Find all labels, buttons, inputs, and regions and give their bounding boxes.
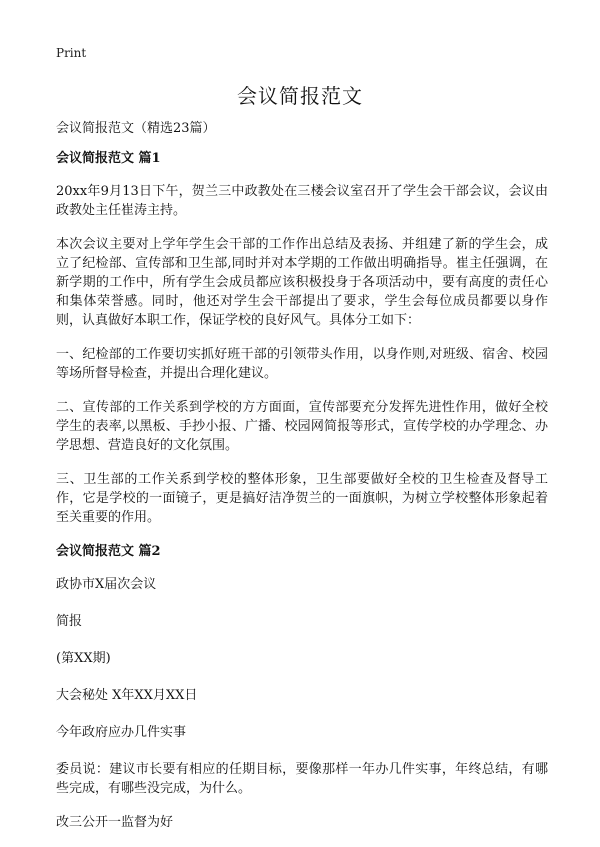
- paragraph: 委员说：建议市长要有相应的任期目标，要像那样一年办几件实事，年终总结，有哪些完成，有哪些没完成，为什么。: [56, 762, 548, 796]
- document-body: [56, 119, 548, 847]
- paragraph: 本次会议主要对上学年学生会干部的工作作出总结及表扬、并组建了新的学生会，成立了纪检部、宣传部和卫生部,同时并对本学期的工作做出明确指导。崔主任强调，在新学期的工作中，所有学生会成员都应该积极投身于各项活动中，要有高度的责任心和集体荣誉感。同时，他还对学生会干部提出了要求，学生会每位成员都要以身作则，认真做好本职工作，保证学校的良好风气。具体分工如下：: [56, 237, 548, 328]
- paragraph: 一、纪检部的工作要切实抓好班干部的引领带头作用，以身作则,对班级、宿舍、校园等场所督导检查，并提出合理化建议。: [56, 347, 548, 381]
- paragraph: 20xx年9月13日下午，贺兰三中政教处在三楼会议室召开了学生会干部会议，会议由政教处主任崔涛主持。: [56, 184, 548, 218]
- section-heading-1: 会议简报范文 篇1: [56, 151, 161, 166]
- document-subtitle: 会议简报范文（精选23篇）: [56, 121, 216, 136]
- paragraph: 大会秘处 X年XX月XX日: [56, 688, 198, 703]
- print-link[interactable]: Print: [56, 46, 87, 60]
- paragraph: 政协市X届次会议: [56, 577, 157, 592]
- paragraph: 改三公开一监督为好: [56, 815, 174, 830]
- paragraph: 简报: [56, 614, 83, 629]
- section-heading-2: 会议简报范文 篇2: [56, 544, 161, 559]
- paragraph: 二、宣传部的工作关系到学校的方方面面，宣传部要充分发挥先进性作用，做好全校学生的表率,以黑板、手抄小报、广播、校园网简报等形式，宣传学校的办学理念、办学思想、营造良好的文化氛围。: [56, 400, 548, 453]
- paragraph: 今年政府应办几件实事: [56, 725, 187, 740]
- paragraph: 三、卫生部的工作关系到学校的整体形象，卫生部要做好全校的卫生检查及督导工作，它是学校的一面镜子，更是搞好洁净贺兰的一面旗帜，为树立学校整体形象起着至关重要的作用。: [56, 472, 548, 525]
- page-title: 会议简报范文: [237, 84, 363, 108]
- paragraph: (第XX期): [56, 651, 111, 666]
